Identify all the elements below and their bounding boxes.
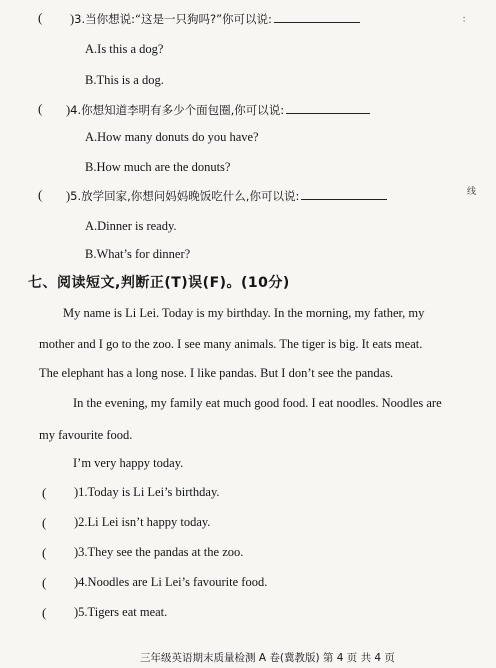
statement-3: )3.They see the pandas at the zoo. [74, 545, 244, 559]
binding-edge-mark: ： [462, 15, 472, 25]
question-3 [70, 10, 360, 27]
question-3-close-paren: ) [70, 12, 75, 26]
question-5 [66, 187, 387, 204]
answer-paren[interactable]: ( [42, 515, 47, 530]
passage-line: mother and I go to the zoo. I see many animals. The tiger is big. It eats meat. [39, 337, 423, 351]
statement-4: )4.Noodles are Li Lei’s favourite food. [74, 575, 268, 589]
question-4 [66, 101, 370, 118]
answer-blank[interactable] [274, 10, 360, 23]
answer-paren-q5: ( [38, 187, 43, 202]
question-3-option-b: B.This is a dog. [85, 73, 164, 87]
question-5-close-paren: ) [66, 189, 71, 203]
question-5-option-b: B.What’s for dinner? [85, 247, 191, 261]
passage-line: The elephant has a long nose. I like pandas. But I don’t see the pandas. [39, 366, 394, 380]
question-4-close-paren: ) [66, 103, 71, 117]
question-4-option-a: A.How many donuts do you have? [85, 130, 259, 144]
question-4-stem: 4.你想知道李明有多少个面包圈,你可以说: [70, 103, 285, 117]
passage-line: In the evening, my family eat much good food. I eat noodles. Noodles are [73, 396, 442, 410]
question-3-option-a: A.Is this a dog? [85, 42, 164, 56]
statement-2: )2.Li Lei isn’t happy today. [74, 515, 211, 529]
binding-edge-mark: 线 [467, 187, 477, 197]
passage-line: my favourite food. [39, 428, 133, 442]
statement-5: )5.Tigers eat meat. [74, 605, 168, 619]
question-4-option-b: B.How much are the donuts? [85, 160, 231, 174]
passage-line: My name is Li Lei. Today is my birthday. In the morning, my father, my [63, 306, 425, 320]
question-5-stem: 5.放学回家,你想问妈妈晚饭吃什么,你可以说: [70, 189, 300, 203]
passage-line: I’m very happy today. [73, 456, 184, 470]
answer-paren[interactable]: ( [42, 485, 47, 500]
question-3-stem: 3.当你想说:“这是一只狗吗?”你可以说: [74, 12, 272, 26]
question-5-option-a: A.Dinner is ready. [85, 219, 177, 233]
page-footer: 三年级英语期末质量检测 A 卷(冀教版) 第 4 页 共 4 页 [140, 652, 395, 664]
statement-1: )1.Today is Li Lei’s birthday. [74, 485, 220, 499]
answer-paren[interactable]: ( [42, 575, 47, 590]
answer-blank[interactable] [301, 187, 387, 200]
section-heading: 七、阅读短文,判断正(T)误(F)。(10分) [28, 275, 290, 291]
answer-paren-q3: ( [38, 10, 43, 25]
answer-paren-q4: ( [38, 101, 43, 116]
answer-blank[interactable] [286, 101, 370, 114]
answer-paren[interactable]: ( [42, 545, 47, 560]
answer-paren[interactable]: ( [42, 605, 47, 620]
